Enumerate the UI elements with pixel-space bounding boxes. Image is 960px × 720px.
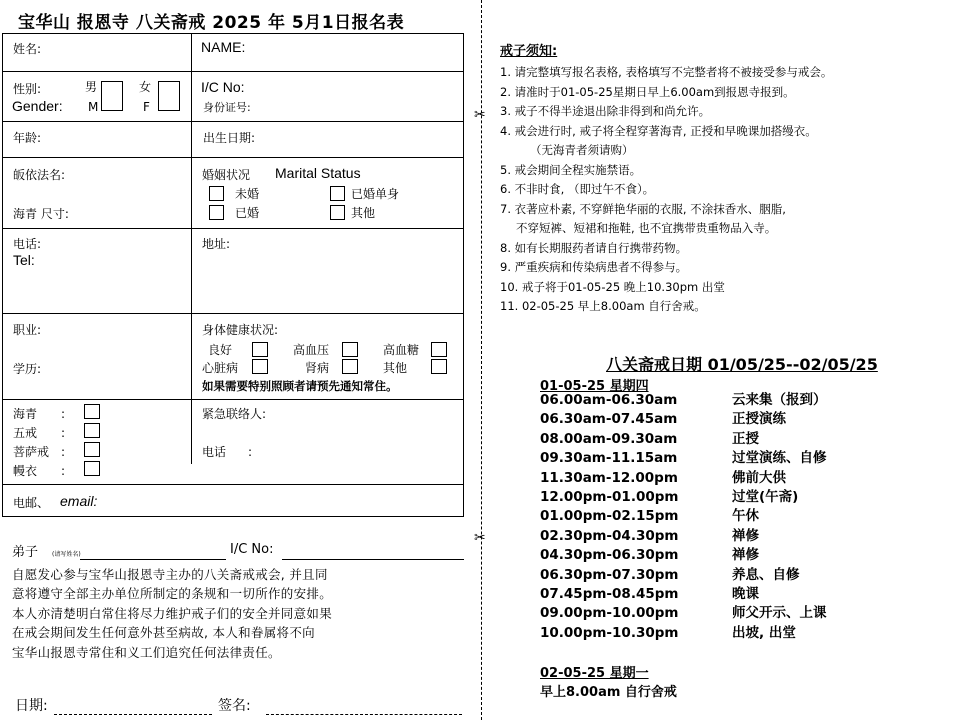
schedule-day-2: 02-05-25 星期一: [540, 666, 649, 681]
form-row-divider: [3, 484, 463, 485]
occupation-label: 职业:: [13, 323, 42, 337]
rule-item: 2. 请准时于01-05-25星期日早上6.00am到报恩寺报到。: [500, 84, 795, 99]
schedule-time: 10.00pm-10.30pm: [540, 624, 679, 641]
name-cn-label: 姓名:: [13, 42, 42, 56]
five-precepts-checkbox[interactable]: [84, 423, 100, 438]
schedule-row: [540, 391, 827, 410]
rule-item: 4. 戒会进行时, 戒子将全程穿著海青, 正授和早晚课加搭缦衣。: [500, 123, 817, 138]
schedule-row: [540, 527, 759, 546]
schedule-row: [540, 585, 759, 604]
robe-size-label: 海青 尺寸:: [13, 207, 69, 221]
schedule-activity: 出坡, 出堂: [732, 624, 796, 641]
haiqing-checkbox[interactable]: [84, 404, 100, 419]
schedule-day-2-line: 早上8.00am 自行舍戒: [540, 685, 677, 700]
female-cn-label: 女: [139, 80, 152, 94]
email-cn-label: 电邮、: [13, 496, 50, 510]
declaration-line: 自愿发心参与宝华山报恩寺主办的八关斋戒戒会, 并且同: [12, 567, 328, 582]
kidney-disease-checkbox[interactable]: [342, 359, 358, 374]
schedule-time: 12.00pm-01.00pm: [540, 489, 679, 505]
declaration-line: 本人亦清楚明白常住将尽力维护戒子们的安全并同意如果: [12, 605, 333, 621]
male-checkbox[interactable]: [101, 81, 123, 111]
schedule-time: 09.00pm-10.00pm: [540, 605, 679, 622]
schedule-row: [540, 624, 796, 643]
disciple-name-line[interactable]: [80, 559, 226, 560]
schedule-time: 01.00pm-02.15pm: [540, 508, 679, 525]
schedule-activity: 佛前大供: [732, 469, 786, 486]
marital-other-checkbox[interactable]: [330, 205, 345, 220]
schedule-activity: 正授演练: [732, 411, 786, 428]
schedule-row: [540, 410, 786, 429]
female-checkbox[interactable]: [158, 81, 180, 111]
form-row-divider: [3, 71, 463, 72]
schedule-row: [540, 488, 798, 507]
health-option-label: 高血压: [293, 343, 330, 357]
schedule-activity: 过堂(午斋): [732, 489, 799, 505]
schedule-time: 06.30am-07.45am: [540, 411, 678, 428]
rule-item: 11. 02-05-25 早上8.00am 自行舍戒。: [500, 299, 706, 313]
schedule-activity: 正授: [732, 430, 759, 447]
gender-cn-label: 性别:: [13, 82, 42, 96]
health-good-checkbox[interactable]: [252, 342, 268, 357]
declaration-line: 宝华山报恩寺常住和义工们追究任何法律责任。: [12, 644, 281, 660]
marital-option-label: 其他: [351, 206, 376, 220]
schedule-activity: 午休: [732, 508, 759, 525]
rule-item: 6. 不非时食, （即过午不食）。: [500, 182, 655, 196]
health-option-label: 高血糖: [383, 343, 420, 357]
address-label: 地址:: [202, 237, 231, 251]
schedule-time: 11.30am-12.00pm: [540, 469, 678, 486]
schedule-activity: 师父开示、上课: [732, 605, 827, 622]
married-checkbox[interactable]: [209, 205, 224, 220]
heart-disease-checkbox[interactable]: [252, 359, 268, 374]
form-row-divider: [3, 157, 463, 158]
schedule-activity: 养息、自修: [732, 566, 800, 583]
marital-en-label: Marital Status: [275, 165, 361, 181]
health-option-label: 心脏病: [202, 361, 239, 375]
date-label: 日期:: [15, 698, 48, 714]
education-label: 学历:: [13, 362, 42, 376]
schedule-row: [540, 469, 786, 488]
registration-form: [2, 33, 464, 517]
schedule-row: [540, 566, 800, 585]
sign-label: 签名:: [218, 698, 251, 714]
scissors-icon: ✂: [474, 107, 486, 123]
form-row-divider: [3, 121, 463, 122]
schedule-row: [540, 507, 759, 526]
dob-label: 出生日期:: [203, 131, 256, 145]
robe-item-label: 幔衣: [13, 464, 38, 478]
schedule-activity: 禅修: [732, 527, 759, 544]
rule-item: 9. 严重疾病和传染病患者不得参与。: [500, 260, 688, 274]
male-cn-label: 男: [85, 80, 98, 94]
scissors-icon: ✂: [474, 530, 486, 546]
declaration-line: 在戒会期间发生任何意外甚至病故, 本人和眷属将不向: [12, 625, 315, 641]
colon: :: [61, 426, 66, 440]
rule-item: 10. 戒子将于01-05-25 晚上10.30pm 出堂: [500, 279, 725, 294]
sign-line[interactable]: [266, 714, 462, 715]
schedule-activity: 过堂演练、自修: [732, 450, 827, 467]
date-line[interactable]: [54, 714, 212, 715]
page-title: 宝华山 报恩寺 八关斋戒 2025 年 5月1日报名表: [18, 13, 405, 33]
robe-item-label: 菩萨戒: [13, 445, 50, 459]
participant-rules: [500, 40, 955, 317]
manyi-checkbox[interactable]: [84, 461, 100, 476]
rule-item: 3. 戒子不得半途退出除非得到和尚允许。: [500, 104, 711, 118]
schedule-title: 八关斋戒日期 01/05/25--02/05/25: [606, 355, 878, 374]
hypertension-checkbox[interactable]: [342, 342, 358, 357]
phone-en-label: Tel:: [13, 252, 35, 268]
rule-item: 不穿短裤、短裙和拖鞋, 也不宜携带贵重物品入寺。: [516, 221, 777, 235]
schedule-time: 06.30pm-07.30pm: [540, 566, 679, 583]
schedule-row: [540, 546, 759, 565]
robe-item-label: 海青: [13, 407, 38, 421]
declaration-text: [12, 565, 462, 662]
refuge-name-label: 皈依法名:: [13, 168, 66, 182]
colon: :: [61, 445, 66, 459]
married-single-checkbox[interactable]: [330, 186, 345, 201]
bodhisattva-precepts-checkbox[interactable]: [84, 442, 100, 457]
health-note: 如果需要特别照顾者请预先通知常住。: [202, 379, 398, 393]
age-label: 年龄:: [13, 131, 42, 145]
rules-title: 戒子须知:: [500, 44, 558, 59]
email-en-label: email:: [60, 493, 98, 509]
health-label: 身体健康状况:: [202, 323, 279, 337]
schedule-time: 02.30pm-04.30pm: [540, 527, 679, 544]
marital-option-label: 未婚: [235, 187, 260, 201]
colon: :: [61, 407, 66, 421]
declaration-ic-line[interactable]: [282, 559, 464, 560]
schedule-time: 09.30am-11.15am: [540, 450, 678, 467]
schedule-time: 06.00am-06.30am: [540, 392, 678, 408]
form-row-divider: [3, 313, 463, 314]
rule-item: 1. 请完整填写报名表格, 表格填写不完整者将不被接受参与戒会。: [500, 65, 833, 79]
declaration-ic-label: I/C No:: [230, 542, 274, 557]
health-other-checkbox[interactable]: [431, 359, 447, 374]
schedule-row: [540, 604, 827, 623]
schedule-time: 04.30pm-06.30pm: [540, 547, 679, 564]
schedule-activity: 禅修: [732, 547, 759, 564]
declaration-line: 意将遵守全部主办单位所制定的条规和一切所作的安排。: [12, 586, 333, 602]
schedule-time: 08.00am-09.30am: [540, 430, 678, 447]
schedule-activity: 云来集（报到）: [732, 392, 827, 408]
emergency-phone-label: 电话: [202, 445, 227, 459]
female-en-label: F: [143, 100, 150, 114]
rule-item: 5. 戒会期间全程实施禁语。: [500, 162, 642, 177]
disciple-label: 弟子: [12, 545, 39, 560]
phone-cn-label: 电话:: [13, 237, 42, 251]
schedule-activity: 晚课: [732, 586, 759, 602]
health-option-label: 其他: [383, 361, 408, 375]
colon: :: [248, 445, 253, 459]
schedule-day-1: 01-05-25 星期四: [540, 379, 649, 394]
schedule-row: [540, 449, 827, 468]
marital-option-label: 已婚: [235, 206, 260, 220]
rule-item: 7. 衣著应朴素, 不穿鲜艳华丽的衣服, 不涂抹香水、胭脂,: [500, 201, 786, 216]
schedule-row: [540, 430, 759, 449]
rule-item: （无海青者须请购）: [530, 143, 634, 157]
emergency-contact-label: 紧急联络人:: [202, 407, 267, 421]
name-en-label: NAME:: [201, 39, 246, 55]
form-row-divider: [3, 228, 463, 229]
form-row-divider: [3, 399, 463, 400]
disciple-note: (请写姓名): [52, 551, 81, 558]
health-option-label: 良好: [208, 343, 233, 357]
gender-en-label: Gender:: [12, 98, 63, 114]
schedule-time: 07.45pm-08.45pm: [540, 586, 679, 602]
ic-cn-label: 身份证号:: [203, 101, 251, 114]
colon: :: [61, 464, 66, 478]
health-option-label: 肾病: [305, 361, 330, 375]
male-en-label: M: [88, 100, 99, 114]
rule-item: 8. 如有长期服药者请自行携带药物。: [500, 240, 688, 255]
diabetes-checkbox[interactable]: [431, 342, 447, 357]
unmarried-checkbox[interactable]: [209, 186, 224, 201]
robe-item-label: 五戒: [13, 426, 38, 440]
marital-option-label: 已婚单身: [351, 187, 400, 201]
ic-en-label: I/C No:: [201, 79, 245, 95]
marital-label: 婚姻状况: [202, 168, 251, 182]
